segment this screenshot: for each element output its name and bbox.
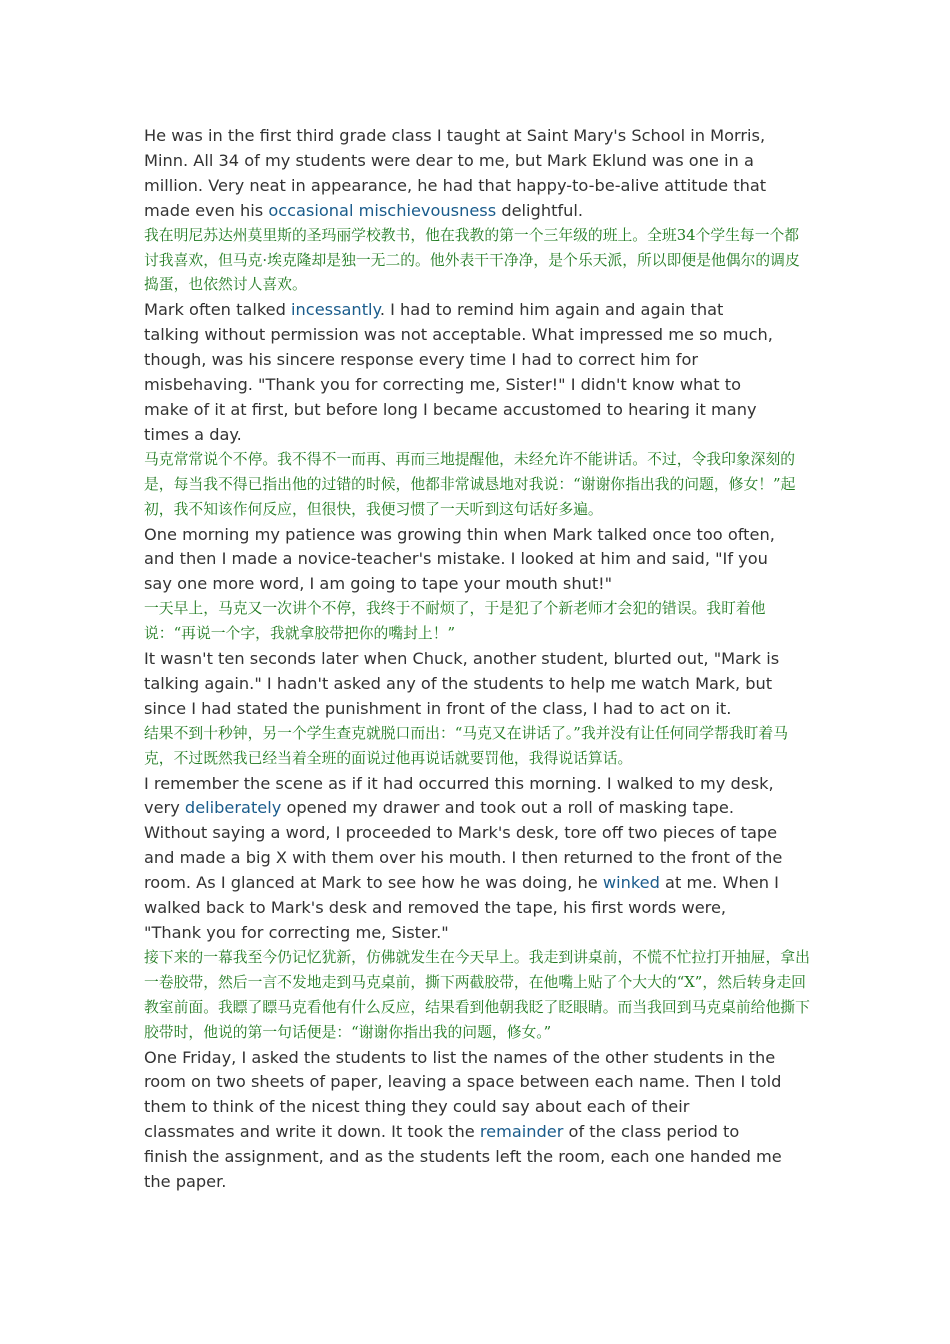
paragraph-2-text-a: Mark often talked — [144, 300, 292, 320]
document-body — [144, 124, 810, 1195]
keyword-deliberately: deliberately — [184, 798, 282, 818]
paragraph-3-english: One morning my patience was growing thin when Mark talked once too often, and then I made a novice-teacher's mistake. I looked at him and said, "If you say one more word, I am going to tape your mouth shut!" — [144, 524, 775, 594]
paragraph-2-text-b: . I had to remind him again and again that talking without permission was not acceptable. What impressed me so much, though, was his sincere response every time I had to correct him for misbehaving. "Thank you for correcting me, Sister!" I didn't know what to make of it at first, but before long I became accustomed to hearing it many times a day. — [144, 300, 773, 444]
paragraph-5-text-b: opened my drawer and took out a roll of masking tape. Without saying a word, I proceeded to Mark's desk, tore off two pieces of tape and made a big X with them over his mouth. I then returned to the front of the room. As I glanced at Mark to see how he was doing, he — [144, 798, 783, 893]
paragraph-5-chinese: 接下来的一幕我至今仍记忆犹新，仿佛就发生在今天早上。我走到讲桌前，不慌不忙拉打开抽屉，拿出一卷胶带，然后一言不发地走到马克桌前，撕下两截胶带，在他嘴上贴了个大大的“X”，然后转身走回教室前面。我瞟了瞟马克看他有什么反应，结果看到他朝我眨了眨眼睛。而当我回到马克桌前给他撕下胶带时，他说的第一句话便是：“谢谢你指出我的问题，修女。” — [144, 948, 810, 1041]
paragraph-4-english: It wasn't ten seconds later when Chuck, another student, blurted out, "Mark is talking again." I hadn't asked any of the students to help me watch Mark, but since I had stated the punishment in front of the class, I had to act on it. — [144, 649, 780, 718]
paragraph-5-text-a: I remember the scene as if it had occurred this morning. I walked to my desk, very — [144, 773, 774, 818]
paragraph-6-english — [144, 1046, 810, 1195]
keyword-winked: winked — [602, 873, 660, 893]
paragraph-5-text-c: at me. When I walked back to Mark's desk and removed the tape, his first words were, "Thank you for correcting me, Sister." — [144, 873, 779, 942]
paragraph-4-chinese: 结果不到十秒钟，另一个学生查克就脱口而出：“马克又在讲话了。”我并没有让任何同学帮我盯着马克，不过既然我已经当着全班的面说过他再说话就要罚他，我得说话算话。 — [144, 724, 788, 767]
paragraph-6-text-b: of the class period to finish the assignment, and as the students left the room, each one handed me the paper. — [144, 1122, 782, 1192]
paragraph-6-text-a: One Friday, I asked the students to list the names of the other students in the room on two sheets of paper, leaving a space between each name. Then I told them to think of the nicest thing they could say about each of their classmates and write it down. It took the — [144, 1047, 782, 1142]
paragraph-2-chinese: 马克常常说个不停。我不得不一而再、再而三地提醒他，未经允许不能讲话。不过，令我印象深刻的是，每当我不得已指出他的过错的时候，他都非常诚恳地对我说：“谢谢你指出我的问题，修女！”起初，我不知该作何反应，但很快，我便习惯了一天听到这句话好多遍。 — [144, 450, 796, 518]
paragraph-5-english — [144, 772, 810, 946]
paragraph-2-english — [144, 298, 810, 447]
paragraph-1-english — [144, 124, 810, 224]
paragraph-1-chinese: 我在明尼苏达州莫里斯的圣玛丽学校教书，他在我教的第一个三年级的班上。全班34个学生每一个都讨我喜欢，但马克·埃克隆却是独一无二的。他外表干干净净，是个乐天派，所以即便是他偶尔的调皮捣蛋，也依然讨人喜欢。 — [144, 226, 800, 294]
keyword-incessantly: incessantly — [291, 300, 380, 320]
paragraph-1-text-b: delightful. — [496, 200, 584, 220]
keyword-remainder: remainder — [479, 1122, 564, 1142]
paragraph-3-chinese: 一天早上，马克又一次讲个不停，我终于不耐烦了，于是犯了个新老师才会犯的错误。我盯着他说：“再说一个字，我就拿胶带把你的嘴封上！” — [144, 600, 766, 643]
paragraph-1-text-a: He was in the first third grade class I taught at Saint Mary's School in Morris, Minn. All 34 of my students were dear to me, but Mark Eklund was one in a million. Very neat in appearance, he had that happy-to-be-alive attitude that made even his — [144, 126, 767, 220]
keyword-occasional-mischievousness: occasional mischievousness — [268, 200, 497, 220]
